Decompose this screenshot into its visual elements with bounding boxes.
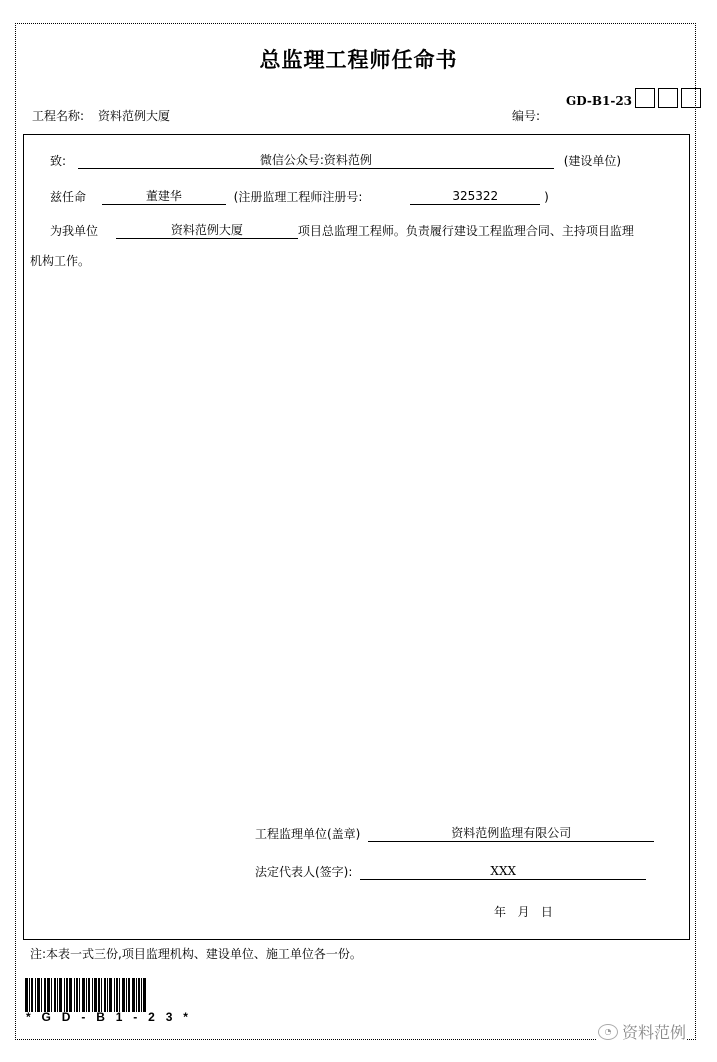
form-body-box <box>23 134 690 940</box>
barcode-text: * G D - B 1 - 2 3 * <box>26 1010 188 1024</box>
code-box-3[interactable] <box>681 88 701 108</box>
watermark-text: 资料范例 <box>622 1023 687 1042</box>
unit-row <box>50 222 634 239</box>
rep-row <box>255 863 646 880</box>
barcode <box>25 978 146 1012</box>
reg-label: (注册监理工程师注册号: <box>233 190 363 204</box>
document-title: 总监理工程师任命书 <box>259 48 458 72</box>
duty-text: 项目总监理工程师。负责履行建设工程监理合同、主持项目监理 <box>297 224 634 238</box>
watermark <box>596 1020 686 1043</box>
code-box-2[interactable] <box>658 88 678 108</box>
appoint-name[interactable]: 董建华 <box>102 189 226 205</box>
footnote: 注:本表一式三份,项目监理机构、建设单位、施工单位各一份。 <box>30 947 362 961</box>
project-label: 工程名称: <box>32 109 85 123</box>
form-code-text: GD-B1-23 <box>566 94 633 108</box>
reg-number[interactable]: 325322 <box>410 189 540 205</box>
company-value[interactable]: 资料范例监理有限公司 <box>368 826 654 842</box>
project-value: 资料范例大厦 <box>98 109 171 123</box>
reg-close: ) <box>544 190 549 204</box>
to-value[interactable]: 微信公众号:资料范例 <box>78 153 554 169</box>
to-label: 致: <box>50 154 67 168</box>
date-line: 年 月 日 <box>494 905 553 919</box>
appoint-label: 兹任命 <box>50 190 87 204</box>
code-box-1[interactable] <box>635 88 655 108</box>
duty-text-2: 机构工作。 <box>30 254 91 268</box>
appoint-row <box>50 188 549 205</box>
number-label: 编号: <box>512 109 541 123</box>
project-name-row <box>32 107 184 124</box>
rep-label: 法定代表人(签字): <box>255 865 353 879</box>
company-row <box>255 825 654 842</box>
form-code <box>566 88 701 108</box>
company-label: 工程监理单位(盖章) <box>255 827 361 841</box>
wechat-icon: ◔ <box>598 1024 618 1040</box>
unit-value[interactable]: 资料范例大厦 <box>116 223 298 239</box>
rep-value[interactable]: XXX <box>360 864 646 880</box>
unit-label: 为我单位 <box>50 224 99 238</box>
to-row <box>50 152 621 169</box>
to-suffix: (建设单位) <box>563 154 622 168</box>
